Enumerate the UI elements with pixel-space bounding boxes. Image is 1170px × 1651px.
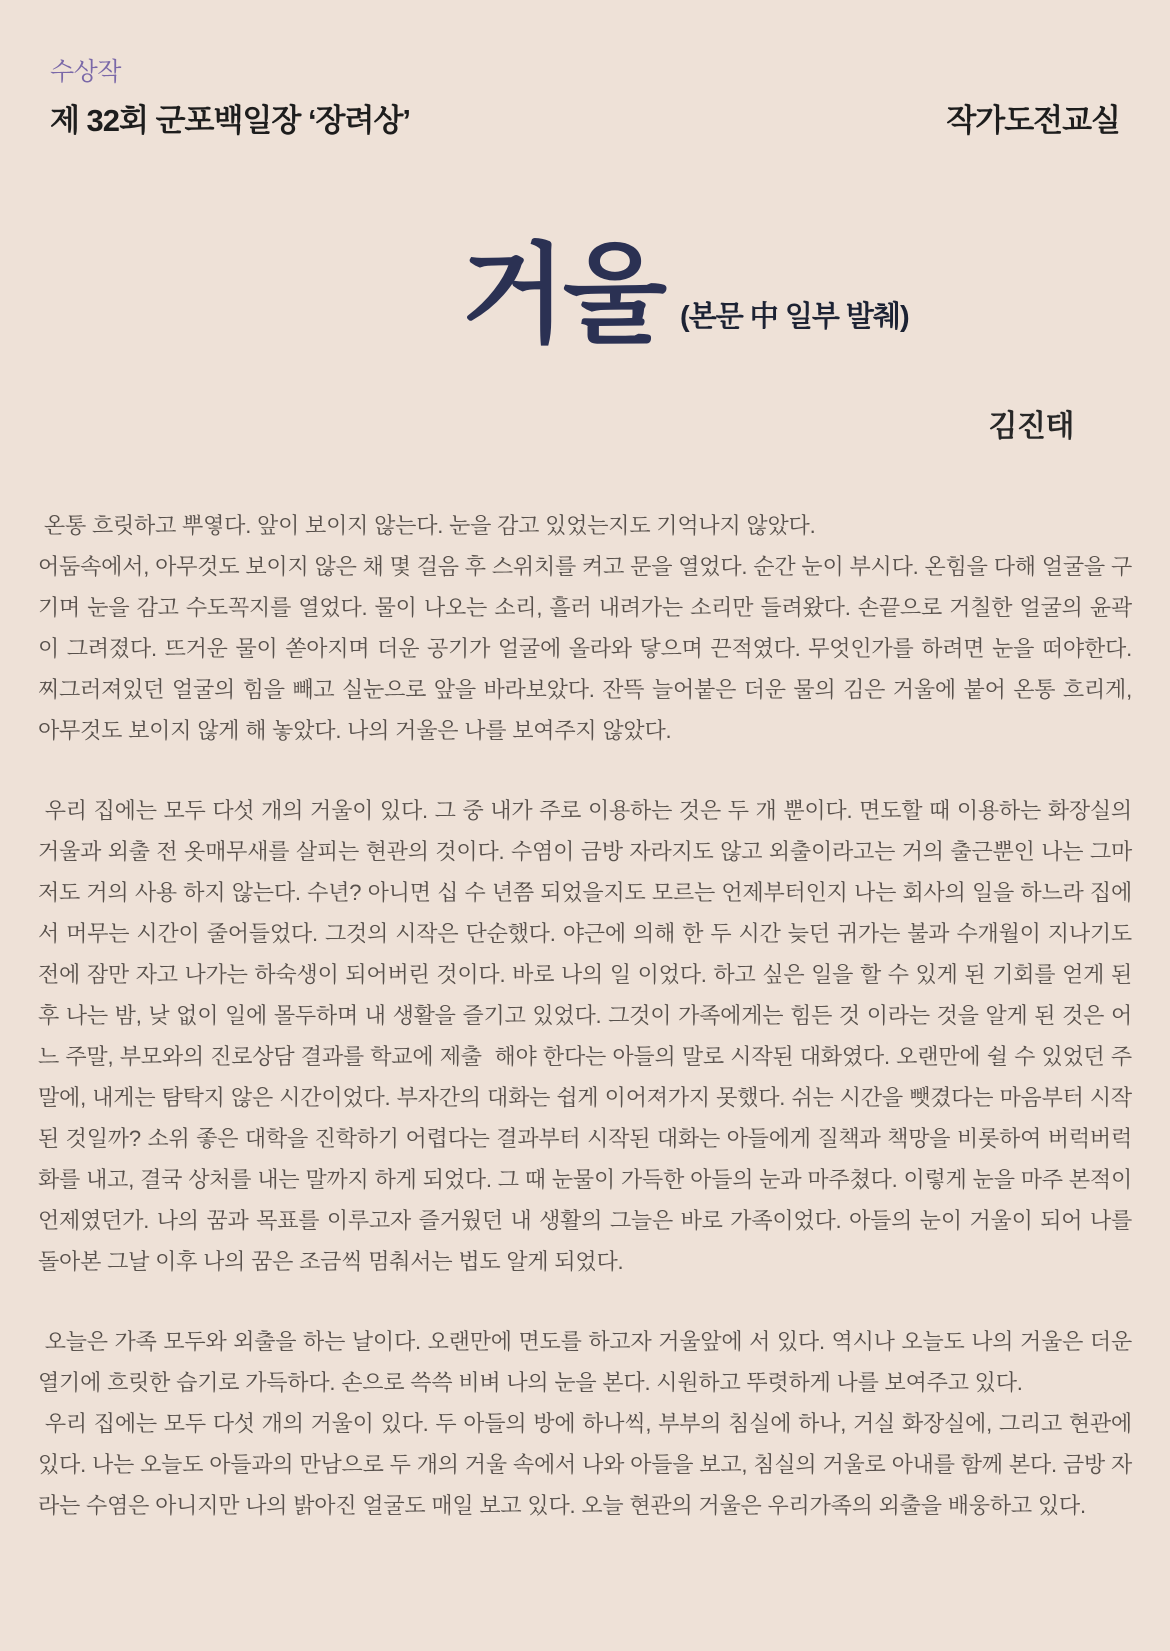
author-row [38, 401, 1132, 445]
class-name: 작가도전교실 [946, 103, 1120, 138]
header-row [50, 95, 1120, 140]
author-name: 김진태 [988, 410, 1074, 444]
award-tag-label: 수상작 [50, 58, 121, 86]
essay-paragraph-3: 오늘은 가족 모두와 외출을 하는 날이다. 오랜만에 면도를 하고자 거울앞에 서 있다. 역시나 오늘도 나의 거울은 더운 열기에 흐릿한 습기로 가득하다. 손으로 쓱쓱 비벼 나의 눈을 본다. 시원하고 뚜렷하게 나를 보여주고 있다. 우리 집에는 모두 다섯 개의 거울이 있다. 두 아들의 방에 하나씩, 부부의 침실에 하나, 거실 화장실에, 그리고 현관에 있다. 나는 오늘도 아들과의 만남으로 두 개의 거울 속에서 나와 아들을 보고, 침실의 거울로 아내를 함께 본다. 금방 자라는 수염은 아니지만 나의 밝아진 얼굴도 매일 보고 있다. 오늘 현관의 거울은 우리가족의 외출을 배웅하고 있다. [38, 1329, 1138, 1519]
essay-paragraph-1: 온통 흐릿하고 뿌옇다. 앞이 보이지 않는다. 눈을 감고 있었는지도 기억나지 않았다. 어둠속에서, 아무것도 보이지 않은 채 몇 걸음 후 스위치를 켜고 문을 열었다. 순간 눈이 부시다. 온힘을 다해 얼굴을 구기며 눈을 감고 수도꼭지를 열었다. 물이 나오는 소리, 흘러 내려가는 소리만 들려왔다. 손끝으로 거칠한 얼굴의 윤곽이 그려졌다. 뜨거운 물이 쏟아지며 더운 공기가 얼굴에 올라와 닿으며 끈적였다. 무엇인가를 하려면 눈을 떠야한다. 찌그러져있던 얼굴의 힘을 빼고 실눈으로 앞을 바라보았다. 잔뜩 늘어붙은 더운 물의 김은 거울에 붙어 온통 흐리게, 아무것도 보이지 않게 해 놓았다. 나의 거울은 나를 보여주지 않았다. [38, 513, 1138, 744]
essay-title: 거울 [461, 234, 665, 355]
title-block [38, 234, 1132, 355]
essay-paragraph-2: 우리 집에는 모두 다섯 개의 거울이 있다. 그 중 내가 주로 이용하는 것은 두 개 뿐이다. 면도할 때 이용하는 화장실의 거울과 외출 전 옷매무새를 살피는 현관의 것이다. 수염이 금방 자라지도 않고 외출이라고는 거의 출근뿐인 나는 그마저도 거의 사용 하지 않는다. 수년? 아니면 십 수 년쯤 되었을지도 모르는 언제부터인지 나는 회사의 일을 하느라 집에서 머무는 시간이 줄어들었다. 그것의 시작은 단순했다. 야근에 의해 한 두 시간 늦던 귀가는 불과 수개월이 지나기도 전에 잠만 자고 나가는 하숙생이 되어버린 것이다. 바로 나의 일 이었다. 하고 싶은 일을 할 수 있게 된 기회를 얻게 된 후 나는 밤, 낮 없이 일에 몰두하며 내 생활을 즐기고 있었다. 그것이 가족에게는 힘든 것 이라는 것을 알게 된 것은 어느 주말, 부모와의 진로상담 결과를 학교에 제출 해야 한다는 아들의 말로 시작된 대화였다. 오랜만에 쉴 수 있었던 주말에, 내게는 탐탁지 않은 시간이었다. 부자간의 대화는 쉽게 이어져가지 못했다. 쉬는 시간을 뺏겼다는 마음부터 시작 된 것일까? 소위 좋은 대학을 진학하기 어렵다는 결과부터 시작된 대화는 아들에게 질책과 책망을 비롯하여 버럭버럭 화를 내고, 결국 상처를 내는 말까지 하게 되었다. 그 때 눈물이 가득한 아들의 눈과 마주쳤다. 이렇게 눈을 마주 본적이 언제였던가. 나의 꿈과 목표를 이루고자 즐거웠던 내 생활의 그늘은 바로 가족이었다. 아들의 눈이 거울이 되어 나를 돌아본 그날 이후 나의 꿈은 조금씩 멈춰서는 법도 알게 되었다. [38, 798, 1138, 1275]
essay-subtitle: (본문 中 일부 발췌) [680, 301, 909, 334]
essay-body [38, 505, 1138, 1526]
contest-title: 제 32회 군포백일장 ‘장려상’ [50, 103, 411, 138]
title-inner [461, 234, 909, 355]
document-header [38, 52, 1132, 140]
